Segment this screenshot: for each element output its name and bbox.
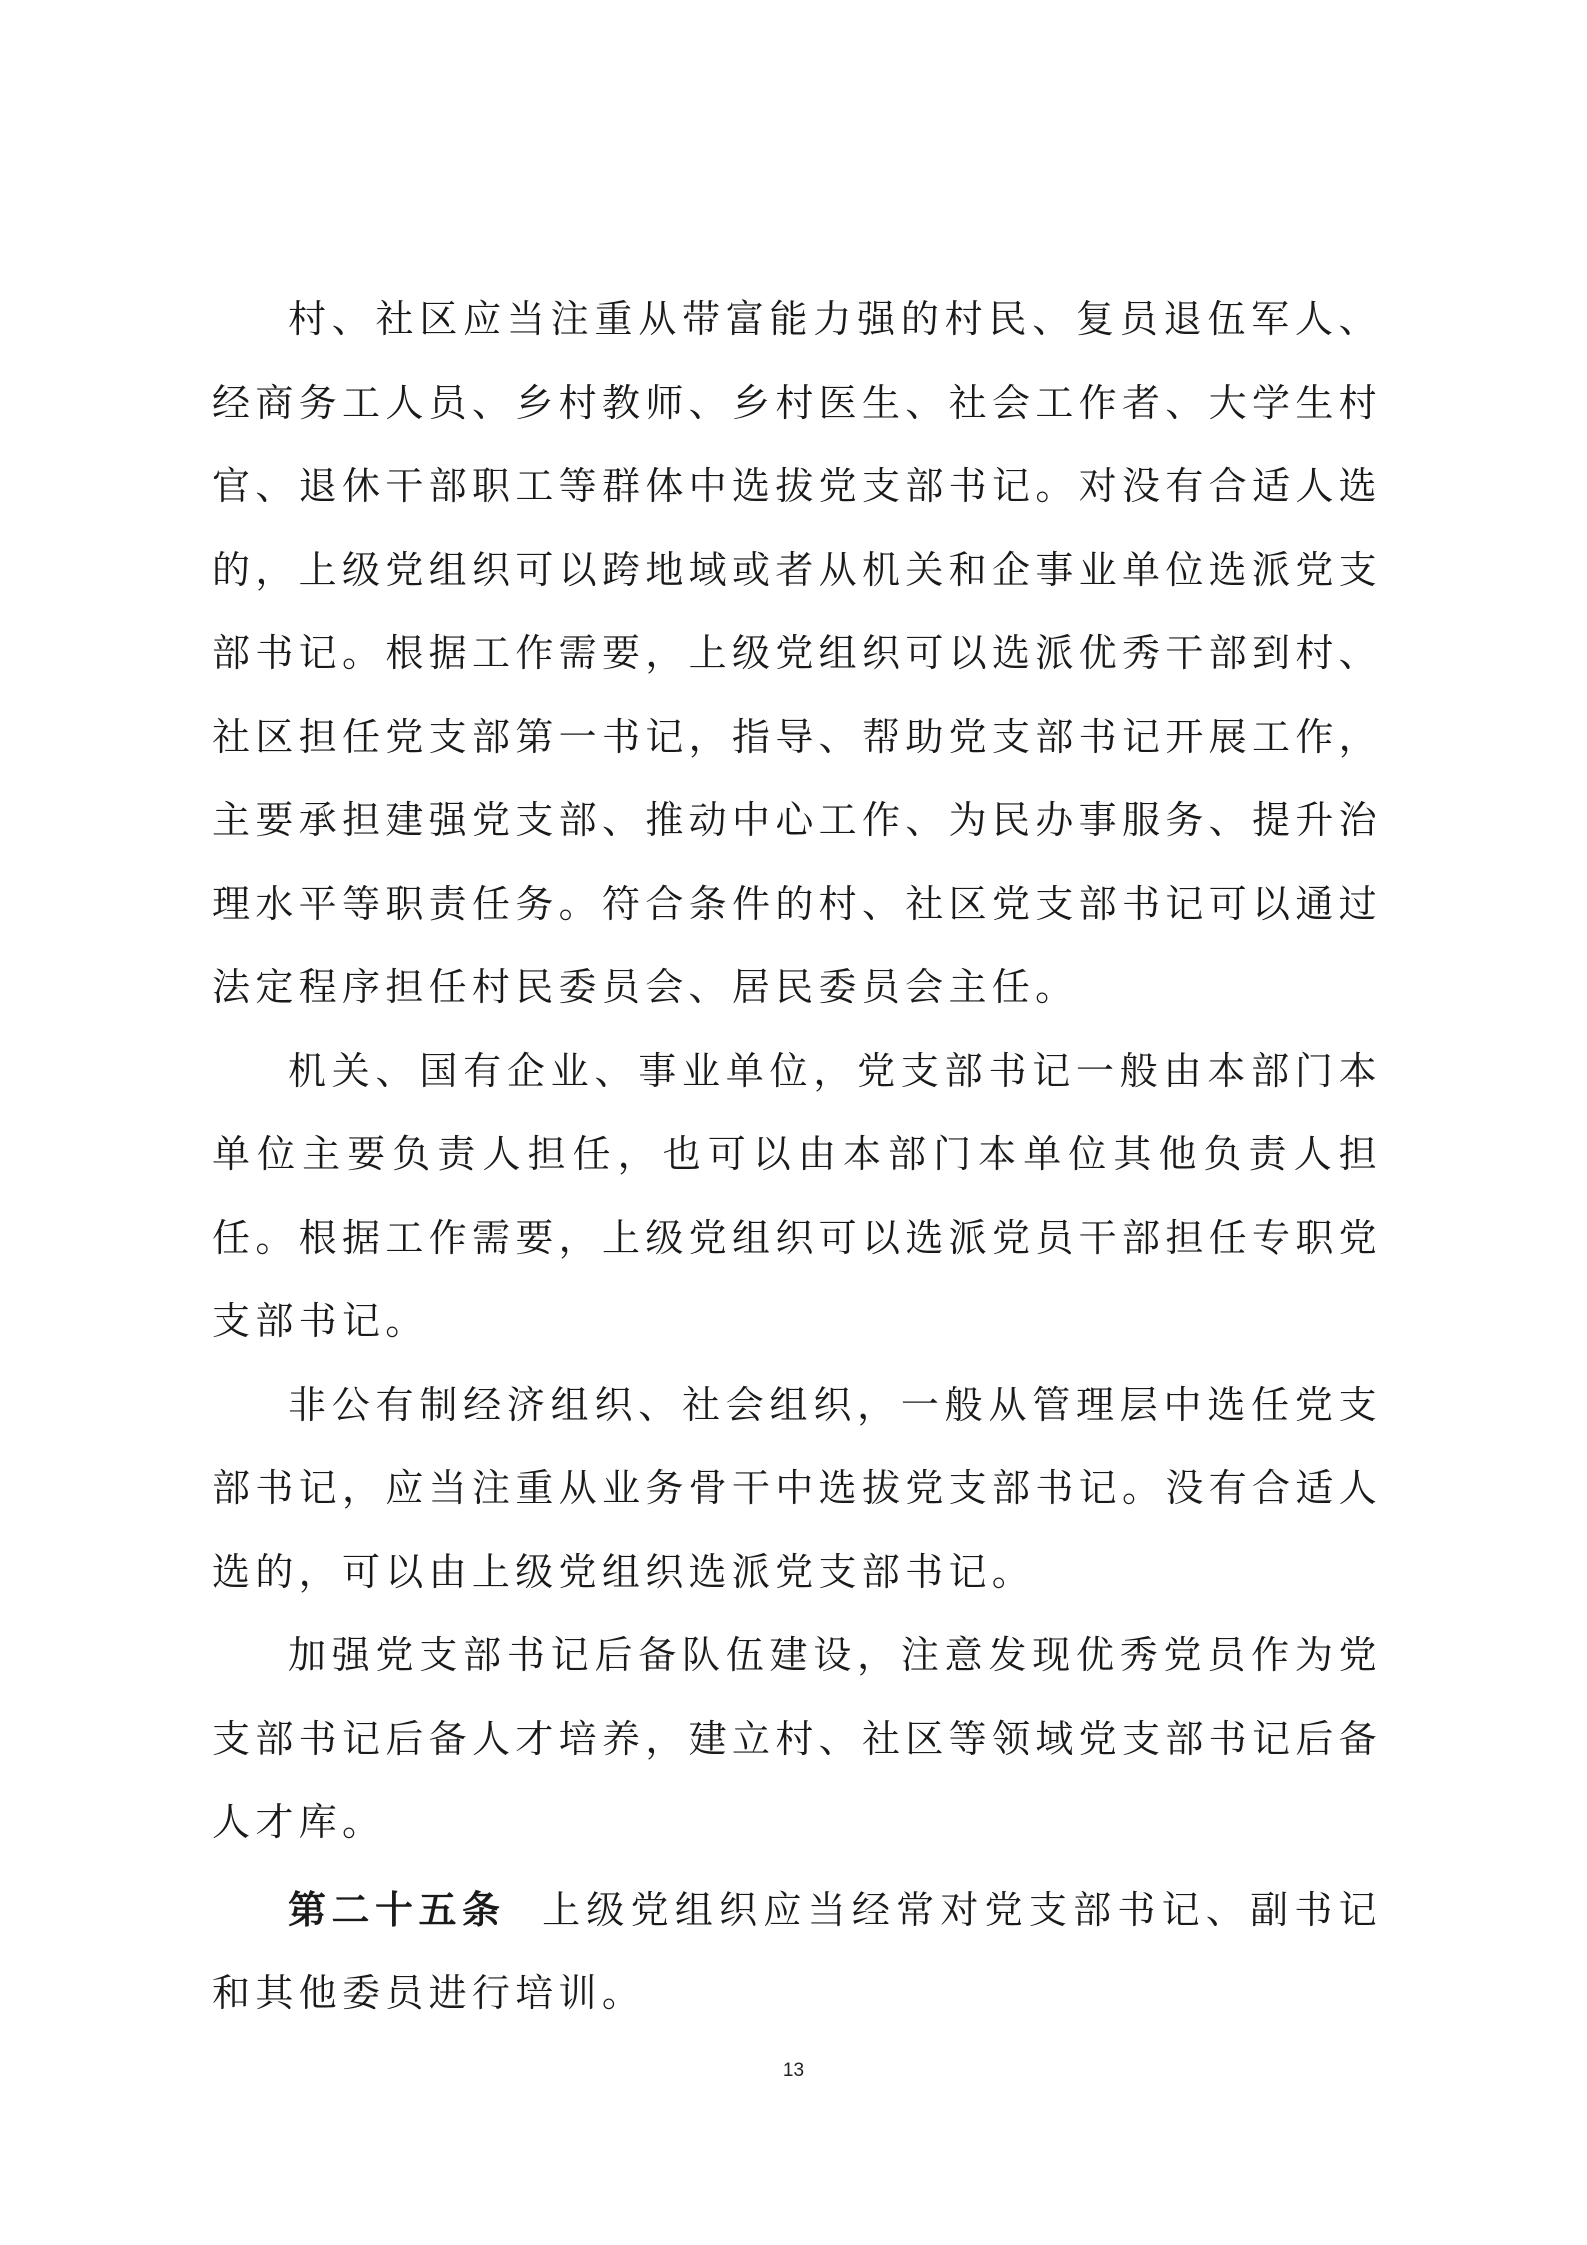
article-text: 上级党组织应当经常对党支部书记、副书记和其他委员进行培训。 xyxy=(212,1887,1382,2015)
article-25 xyxy=(212,1869,1382,2036)
body-text xyxy=(212,278,1382,2036)
article-title: 第二十五条 xyxy=(288,1887,506,1932)
paragraph-village-community: 村、社区应当注重从带富能力强的村民、复员退伍军人、经商务工人员、乡村教师、乡村医生、社会工作者、大学生村官、退休干部职工等群体中选拔党支部书记。对没有合适人选的，上级党组织可以跨地域或者从机关和企事业单位选派党支部书记。根据工作需要，上级党组织可以选派优秀干部到村、社区担任党支部第一书记，指导、帮助党支部书记开展工作，主要承担建强党支部、推动中心工作、为民办事服务、提升治理水平等职责任务。符合条件的村、社区党支部书记可以通过法定程序担任村民委员会、居民委员会主任。 xyxy=(212,297,1382,1009)
page-number: 13 xyxy=(782,2060,805,2081)
paragraph-reserve-talent: 加强党支部书记后备队伍建设，注意发现优秀党员作为党支部书记后备人才培养，建立村、社区等领域党支部书记后备人才库。 xyxy=(212,1633,1382,1844)
paragraph-state-organs: 机关、国有企业、事业单位，党支部书记一般由本部门本单位主要负责人担任，也可以由本部门本单位其他负责人担任。根据工作需要，上级党组织可以选派党员干部担任专职党支部书记。 xyxy=(212,1048,1382,1343)
paragraph-non-public-organizations: 非公有制经济组织、社会组织，一般从管理层中选任党支部书记，应当注重从业务骨干中选拔党支部书记。没有合适人选的，可以由上级党组织选派党支部书记。 xyxy=(212,1382,1382,1594)
